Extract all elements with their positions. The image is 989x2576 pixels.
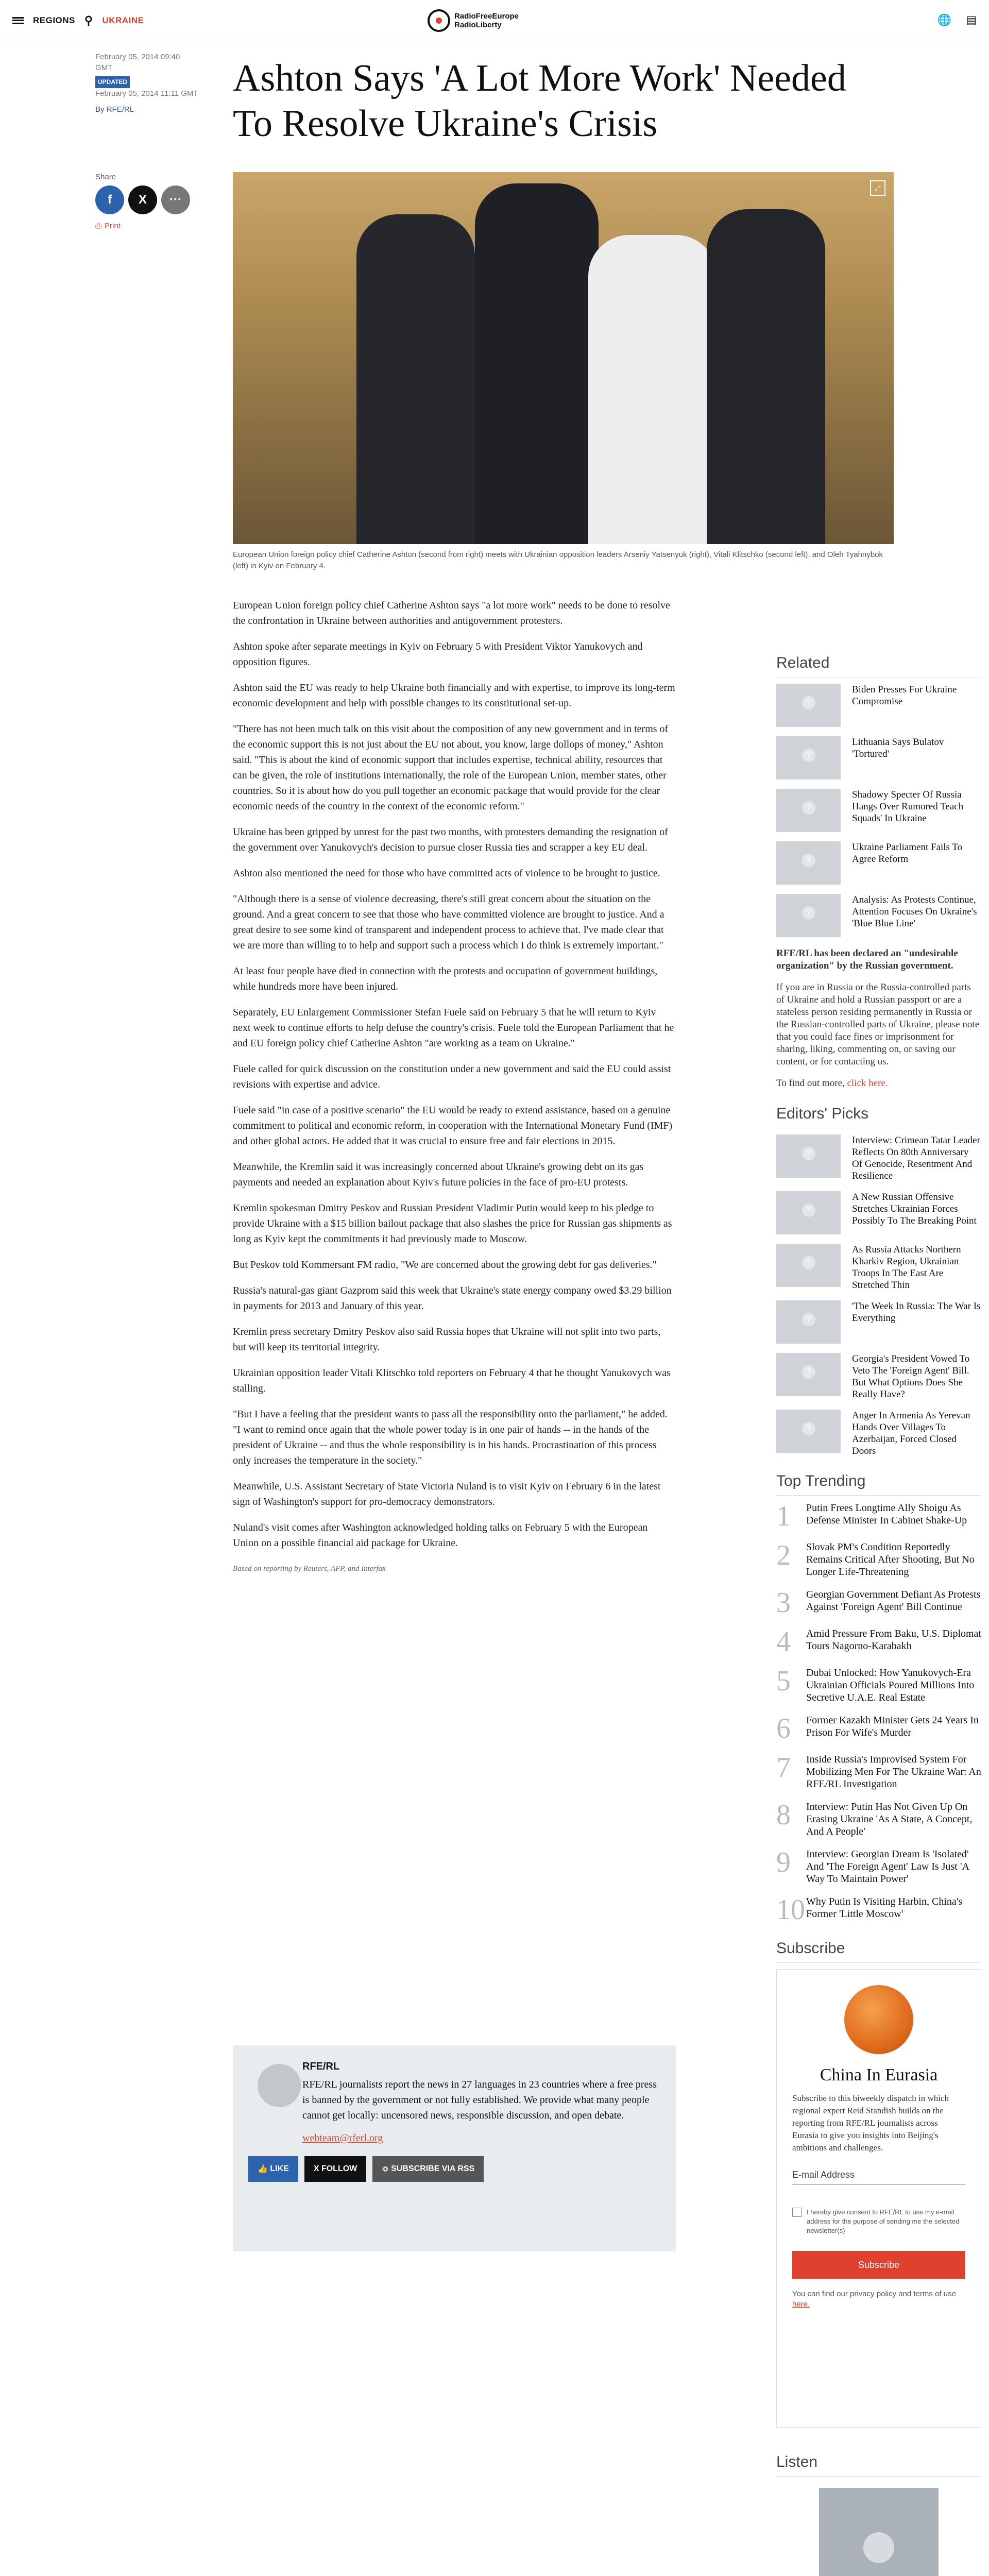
trending-rank: 6 (776, 1713, 791, 1744)
paragraph: "Although there is a sense of violence decreasing, there's still great concern about the situation on the ground. And a great concern to see that those who have committed violence are brought to justice. And a great desire to see some kind of transparent and independent process to achieve that. I've made clear that we are more than willing to to help and support such a process which I do think is extremely important." (233, 893, 664, 951)
trending-title[interactable]: Former Kazakh Minister Gets 24 Years In Prison For Wife's Murder (806, 1715, 979, 1738)
trending-item[interactable] (776, 1667, 981, 1704)
editors-picks-heading: Editors' Picks (776, 1105, 981, 1128)
paragraph: Ashton spoke after separate meetings in Kyiv on February 5 with President Viktor Yanukovych and opposition figures. (233, 641, 643, 668)
person-figure (707, 209, 825, 544)
photo-caption: European Union foreign policy chief Catherine Ashton (second from right) meets with Ukrainian opposition leaders Arseniy Yatsenyuk (right), Vitali Klitschko (second left), and Oleh Tyahnybok (left) in Kyiv on February 4. (233, 550, 883, 570)
site-logo[interactable] (428, 9, 519, 32)
pick-title[interactable]: 'The Week In Russia: The War Is Everything (852, 1301, 981, 1324)
globe-icon[interactable]: 🌐 (937, 13, 952, 26)
thumbnail (776, 1300, 841, 1344)
byline (95, 104, 198, 115)
print-label: Print (105, 222, 121, 230)
newsletter-box (776, 1969, 981, 2428)
trending-title[interactable]: Putin Frees Longtime Ally Shoigu As Defense Minister In Cabinet Shake-Up (806, 1502, 967, 1526)
privacy-prefix: You can find our privacy policy and terms of use (792, 2290, 956, 2298)
trending-title[interactable]: Georgian Government Defiant As Protests Against 'Foreign Agent' Bill Continue (806, 1589, 981, 1613)
article-meta (95, 52, 198, 115)
publish-date: February 05, 2014 09:40 GMT (95, 53, 180, 72)
rferl-promo-box (233, 2045, 676, 2251)
privacy-link[interactable]: here. (792, 2300, 810, 2309)
pick-item[interactable] (776, 1244, 981, 1291)
newsletter-description: Subscribe to this biweekly dispatch in which regional expert Reid Standish builds on the reporting from RFE/RL journalists across Eurasia to give you insights into Beijing's ambitions and challenges. (792, 2093, 949, 2153)
paragraph: Ukrainian opposition leader Vitali Klitschko told reporters on February 4 that he thought Yanukovych was stalling. (233, 1367, 671, 1394)
trending-item[interactable] (776, 1628, 981, 1656)
email-field[interactable]: E-mail Address (792, 2165, 965, 2185)
pick-title[interactable]: A New Russian Offensive Stretches Ukrainian Forces Possibly To The Breaking Point (852, 1192, 977, 1226)
click-here-link[interactable]: click here. (847, 1078, 888, 1089)
trending-title[interactable]: Dubai Unlocked: How Yanukovych-Era Ukrainian Officials Poured Millions Into Secretive U.A.E. Real Estate (806, 1667, 975, 1703)
trending-title[interactable]: Inside Russia's Improvised System For Mobilizing Men For The Ukraine War: An RFE/RL Investigation (806, 1754, 981, 1790)
right-rail (776, 654, 981, 2576)
menu-icon[interactable] (12, 17, 24, 24)
thumbnail (776, 789, 841, 832)
related-item[interactable] (776, 789, 981, 832)
related-item[interactable] (776, 736, 981, 779)
pick-item[interactable] (776, 1191, 981, 1234)
trending-item[interactable] (776, 1801, 981, 1838)
print-button[interactable] (95, 222, 198, 230)
person-figure (356, 214, 475, 544)
trending-title[interactable]: Why Putin Is Visiting Harbin, China's Former 'Little Moscow' (806, 1896, 963, 1920)
thumbnail (776, 736, 841, 779)
trending-rank: 1 (776, 1500, 791, 1532)
paragraph: Kremlin press secretary Dmitry Peskov also said Russia hopes that Ukraine will not split into two parts, but will keep its territorial integrity. (233, 1326, 661, 1353)
related-item[interactable] (776, 684, 981, 727)
pick-title[interactable]: Georgia's President Vowed To Veto The 'Foreign Agent' Bill. But What Options Does She Really Have? (852, 1353, 970, 1400)
trending-rank: 9 (776, 1846, 791, 1878)
subscribe-heading: Subscribe (776, 1940, 981, 1963)
updated-badge: UPDATED (95, 76, 130, 88)
undesirable-notice (776, 947, 981, 972)
trending-rank: 3 (776, 1587, 791, 1619)
trending-title[interactable]: Slovak PM's Condition Reportedly Remains Critical After Shooting, But No Longer Life-Threatening (806, 1541, 975, 1578)
trending-item[interactable] (776, 1753, 981, 1790)
hero-photo (233, 172, 894, 544)
facebook-like-button[interactable] (248, 2156, 298, 2182)
pick-title[interactable]: Interview: Crimean Tatar Leader Reflects On 80th Anniversary Of Genocide, Resentment And Resilience (852, 1135, 980, 1181)
paragraph: Nuland's visit comes after Washington acknowledged holding talks on February 5 with the European Union on a possible financial aid package for Ukraine. (233, 1522, 648, 1549)
section-link[interactable]: UKRAINE (102, 15, 144, 25)
trending-rank: 7 (776, 1752, 791, 1784)
paragraph: "But I have a feeling that the president wants to pass all the responsibility onto the parliament," he added. "I want to remind once again that the whole power today is in one pair of hands -- in the hands of the president of Ukraine -- and thus the whole responsibility is in his hands. Procrastination of this process only increases the temperature in the society." (233, 1409, 668, 1466)
share-label: Share (95, 173, 116, 181)
trending-rank: 10 (776, 1894, 805, 1926)
person-figure (475, 183, 599, 544)
trending-item[interactable] (776, 1588, 981, 1617)
trending-item[interactable] (776, 1714, 981, 1743)
paragraph: Ashton also mentioned the need for those who have committed acts of violence to be brought to justice. (233, 868, 660, 879)
consent-row (792, 2208, 965, 2235)
consent-checkbox[interactable] (792, 2208, 802, 2217)
thumbnail (776, 1244, 841, 1287)
nav-left (12, 14, 144, 27)
top-trending-heading: Top Trending (776, 1472, 981, 1496)
languages-icon[interactable]: ▤ (966, 13, 977, 26)
thumbnail (776, 684, 841, 727)
paragraph: Kremlin spokesman Dmitry Peskov and Russian President Vladimir Putin would keep to his pledge to provide Ukraine with a $15 billion bailout package that also slashes the price for Russian gas shipments as long as Kyiv kept the commitments it had previously made to Moscow. (233, 1202, 672, 1245)
article-body (233, 598, 676, 1587)
logo-icon (428, 9, 450, 32)
like-label: LIKE (270, 2164, 289, 2173)
promo-email-link[interactable]: webteam@rferl.org (302, 2132, 383, 2144)
podcast-cover[interactable] (819, 2488, 939, 2576)
nav-right (937, 13, 977, 27)
x-share-button[interactable]: X (128, 185, 157, 214)
pick-item[interactable] (776, 1134, 981, 1182)
person-figure (588, 235, 717, 544)
rss-subscribe-button[interactable] (372, 2156, 484, 2182)
thumbnail (776, 1410, 841, 1453)
pick-title[interactable]: As Russia Attacks Northern Kharkiv Region, Ukrainian Troops In The East Are Stretched Thin (852, 1244, 961, 1291)
trending-item[interactable] (776, 1848, 981, 1885)
listen-heading: Listen (776, 2453, 981, 2477)
article-headline: Ashton Says 'A Lot More Work' Needed To Resolve Ukraine's Crisis (233, 57, 846, 145)
follow-label: FOLLOW (321, 2164, 357, 2173)
paragraph: Russia's natural-gas giant Gazprom said this week that Ukraine's state energy company owed $3.29 billion in payments for 2013 and January of this year. (233, 1285, 672, 1312)
related-item[interactable] (776, 894, 981, 937)
byline-prefix: By (95, 105, 105, 114)
paragraph: Ashton said the EU was ready to help Ukraine both financially and with expertise, to improve its long-term economic development and help with possible changes to its constitutional set-up. (233, 682, 675, 709)
related-title[interactable]: Biden Presses For Ukraine Compromise (852, 684, 957, 707)
pick-item[interactable] (776, 1353, 981, 1400)
notice-text: If you are in Russia or the Russia-controlled parts of Ukraine and hold a Russian passport or are a stateless person residing permanently in Russia or the Russian-controlled parts of Ukraine, please note that you could face fines or imprisonment for sharing, liking, commenting on, or saving our content, or for contacting us. (776, 982, 980, 1067)
newsletter-name: China In Eurasia (820, 2065, 938, 2084)
trending-rank: 2 (776, 1539, 791, 1571)
thumbnail (776, 1191, 841, 1234)
trending-rank: 8 (776, 1799, 791, 1831)
paragraph: Meanwhile, U.S. Assistant Secretary of State Victoria Nuland is to visit Kyiv on February 6 in the latest sign of Washington's support for pro-democracy demonstrators. (233, 1481, 661, 1507)
thumbnail (776, 841, 841, 885)
byline-author-link[interactable]: RFE/RL (106, 105, 134, 114)
related-title[interactable]: Lithuania Says Bulatov 'Tortured' (852, 737, 944, 759)
paragraph: "There has not been much talk on this visit about the composition of any new government and in terms of the economic support this is not just about the EU not about, you know, large dollops of money," Ashton said. "This is about the kind of economic support that includes expertise, technical ability, resources that can be given, the role of institutions internationally, the role of the European Union, member states, other countries. So it is about how do you pull together an economic package that would provide for the clear economic needs of the country in the context of the economic reform." (233, 723, 669, 812)
promo-buttons (248, 2156, 660, 2182)
related-title[interactable]: Shadowy Specter Of Russia Hangs Over Rumored Teach Squads' In Ukraine (852, 789, 964, 824)
trending-item[interactable] (776, 1541, 981, 1578)
share-panel (95, 173, 198, 230)
paragraph: Meanwhile, the Kremlin said it was increasingly concerned about Ukraine's growing debt on its gas payments and needed an explanation about Kyiv's future policies in the face of pro-EU protests. (233, 1161, 644, 1188)
source-note: Based on reporting by Reuters, AFP, and Interfax (233, 1565, 386, 1573)
x-follow-button[interactable] (304, 2156, 366, 2182)
promo-text: RFE/RL journalists report the news in 27 languages in 23 countries where a free press is banned by the government or not fully established. We provide what many people cannot get locally: uncensored news, responsible discussion, and open debate. (302, 2079, 657, 2121)
share-buttons (95, 185, 198, 214)
regions-menu[interactable]: REGIONS (33, 15, 75, 25)
podcast-card (776, 2488, 981, 2576)
paragraph: But Peskov told Kommersant FM radio, "We are concerned about the growing debt for gas deliveries." (233, 1259, 657, 1270)
logo-line-2: RadioLiberty (454, 21, 502, 29)
paragraph: Separately, EU Enlargement Commissioner Stefan Fuele said on February 5 that he will return to Kyiv next week to continue efforts to help defuse the country's crisis. Fuele told the European Parliament that he and EU foreign policy chief Catherine Ashton "are working as a team on Ukraine." (233, 1007, 674, 1049)
thumbnail (776, 1134, 841, 1178)
related-item[interactable] (776, 841, 981, 885)
trending-title[interactable]: Interview: Putin Has Not Given Up On Erasing Ukraine 'As A State, A Concept, And A People' (806, 1801, 973, 1837)
expand-icon[interactable]: ⤢ (870, 180, 885, 196)
x-icon: X (313, 2164, 321, 2173)
related-title[interactable]: Analysis: As Protests Continue, Attention Focuses On Ukraine's 'Blue Blue Line' (852, 894, 977, 929)
trending-item[interactable] (776, 1895, 981, 1924)
rferl-logo-icon (258, 2064, 301, 2107)
pick-item[interactable] (776, 1410, 981, 1457)
paragraph: European Union foreign policy chief Catherine Ashton says "a lot more work" needs to be done to resolve the confrontation in Ukraine between authorities and antigovernment protesters. (233, 600, 670, 626)
consent-text: I hereby give consent to RFE/RL to use my e-mail address for the purpose of sending me the selected newsletter(s) (807, 2208, 960, 2234)
trending-rank: 5 (776, 1665, 791, 1697)
more-share-button[interactable]: ··· (161, 185, 190, 214)
print-icon: ⎙ (95, 222, 102, 230)
paragraph: Ukraine has been gripped by unrest for the past two months, with protesters demanding the resignation of the government over Yanukovych's decision to pursue closer Russia ties and scrapper a key EU deal. (233, 826, 668, 853)
thumbs-up-icon: 👍 (258, 2165, 270, 2174)
related-title[interactable]: Ukraine Parliament Fails To Agree Reform (852, 842, 963, 865)
paragraph: At least four people have died in connection with the protests and occupation of government buildings, while hundreds more have been injured. (233, 965, 658, 992)
trending-title[interactable]: Interview: Georgian Dream Is 'Isolated' And 'The Foreign Agent' Law Is Just 'A Way To Maintain Power' (806, 1849, 969, 1885)
thumbnail (776, 894, 841, 937)
update-date: February 05, 2014 11:11 GMT (95, 89, 198, 98)
pick-item[interactable] (776, 1300, 981, 1344)
notice-more (776, 1077, 981, 1090)
trending-title[interactable]: Amid Pressure From Baku, U.S. Diplomat Tours Nagorno-Karabakh (806, 1628, 981, 1652)
trending-item[interactable] (776, 1502, 981, 1531)
search-icon[interactable]: ⚲ (84, 13, 93, 27)
notice-lead: RFE/RL has been declared an "undesirable organization" by the Russian government. (776, 948, 958, 971)
paragraph: Fuele said "in case of a positive scenario" the EU would be ready to extend assistance, based on a genuine commitment to political and economic reform, in cooperation with the International Monetary Fund (IMF) and other global actors. He added that it was crucial to ensure free and fair elections in 2015. (233, 1105, 673, 1147)
logo-line-1: RadioFreeEurope (454, 12, 519, 21)
rss-label: SUBSCRIBE VIA RSS (391, 2164, 475, 2173)
related-heading: Related (776, 654, 981, 677)
privacy-note (792, 2289, 965, 2310)
thumbnail (776, 1353, 841, 1396)
notice-more-prefix: To find out more, (776, 1078, 845, 1089)
paragraph: Fuele called for quick discussion on the constitution under a new government and said the EU could assist revisions with expertise and advice. (233, 1063, 671, 1090)
newsletter-subscribe-button[interactable]: Subscribe (792, 2251, 965, 2279)
logo-text (454, 12, 519, 29)
promo-title: RFE/RL (302, 2061, 340, 2072)
pick-title[interactable]: Anger In Armenia As Yerevan Hands Over Villages To Azerbaijan, Forced Closed Doors (852, 1410, 970, 1456)
trending-rank: 4 (776, 1626, 791, 1658)
facebook-share-button[interactable]: f (95, 185, 124, 214)
top-navigation-bar (0, 0, 989, 41)
newsletter-globe-icon (844, 1985, 913, 2054)
rss-icon: ≎ (382, 2165, 391, 2174)
